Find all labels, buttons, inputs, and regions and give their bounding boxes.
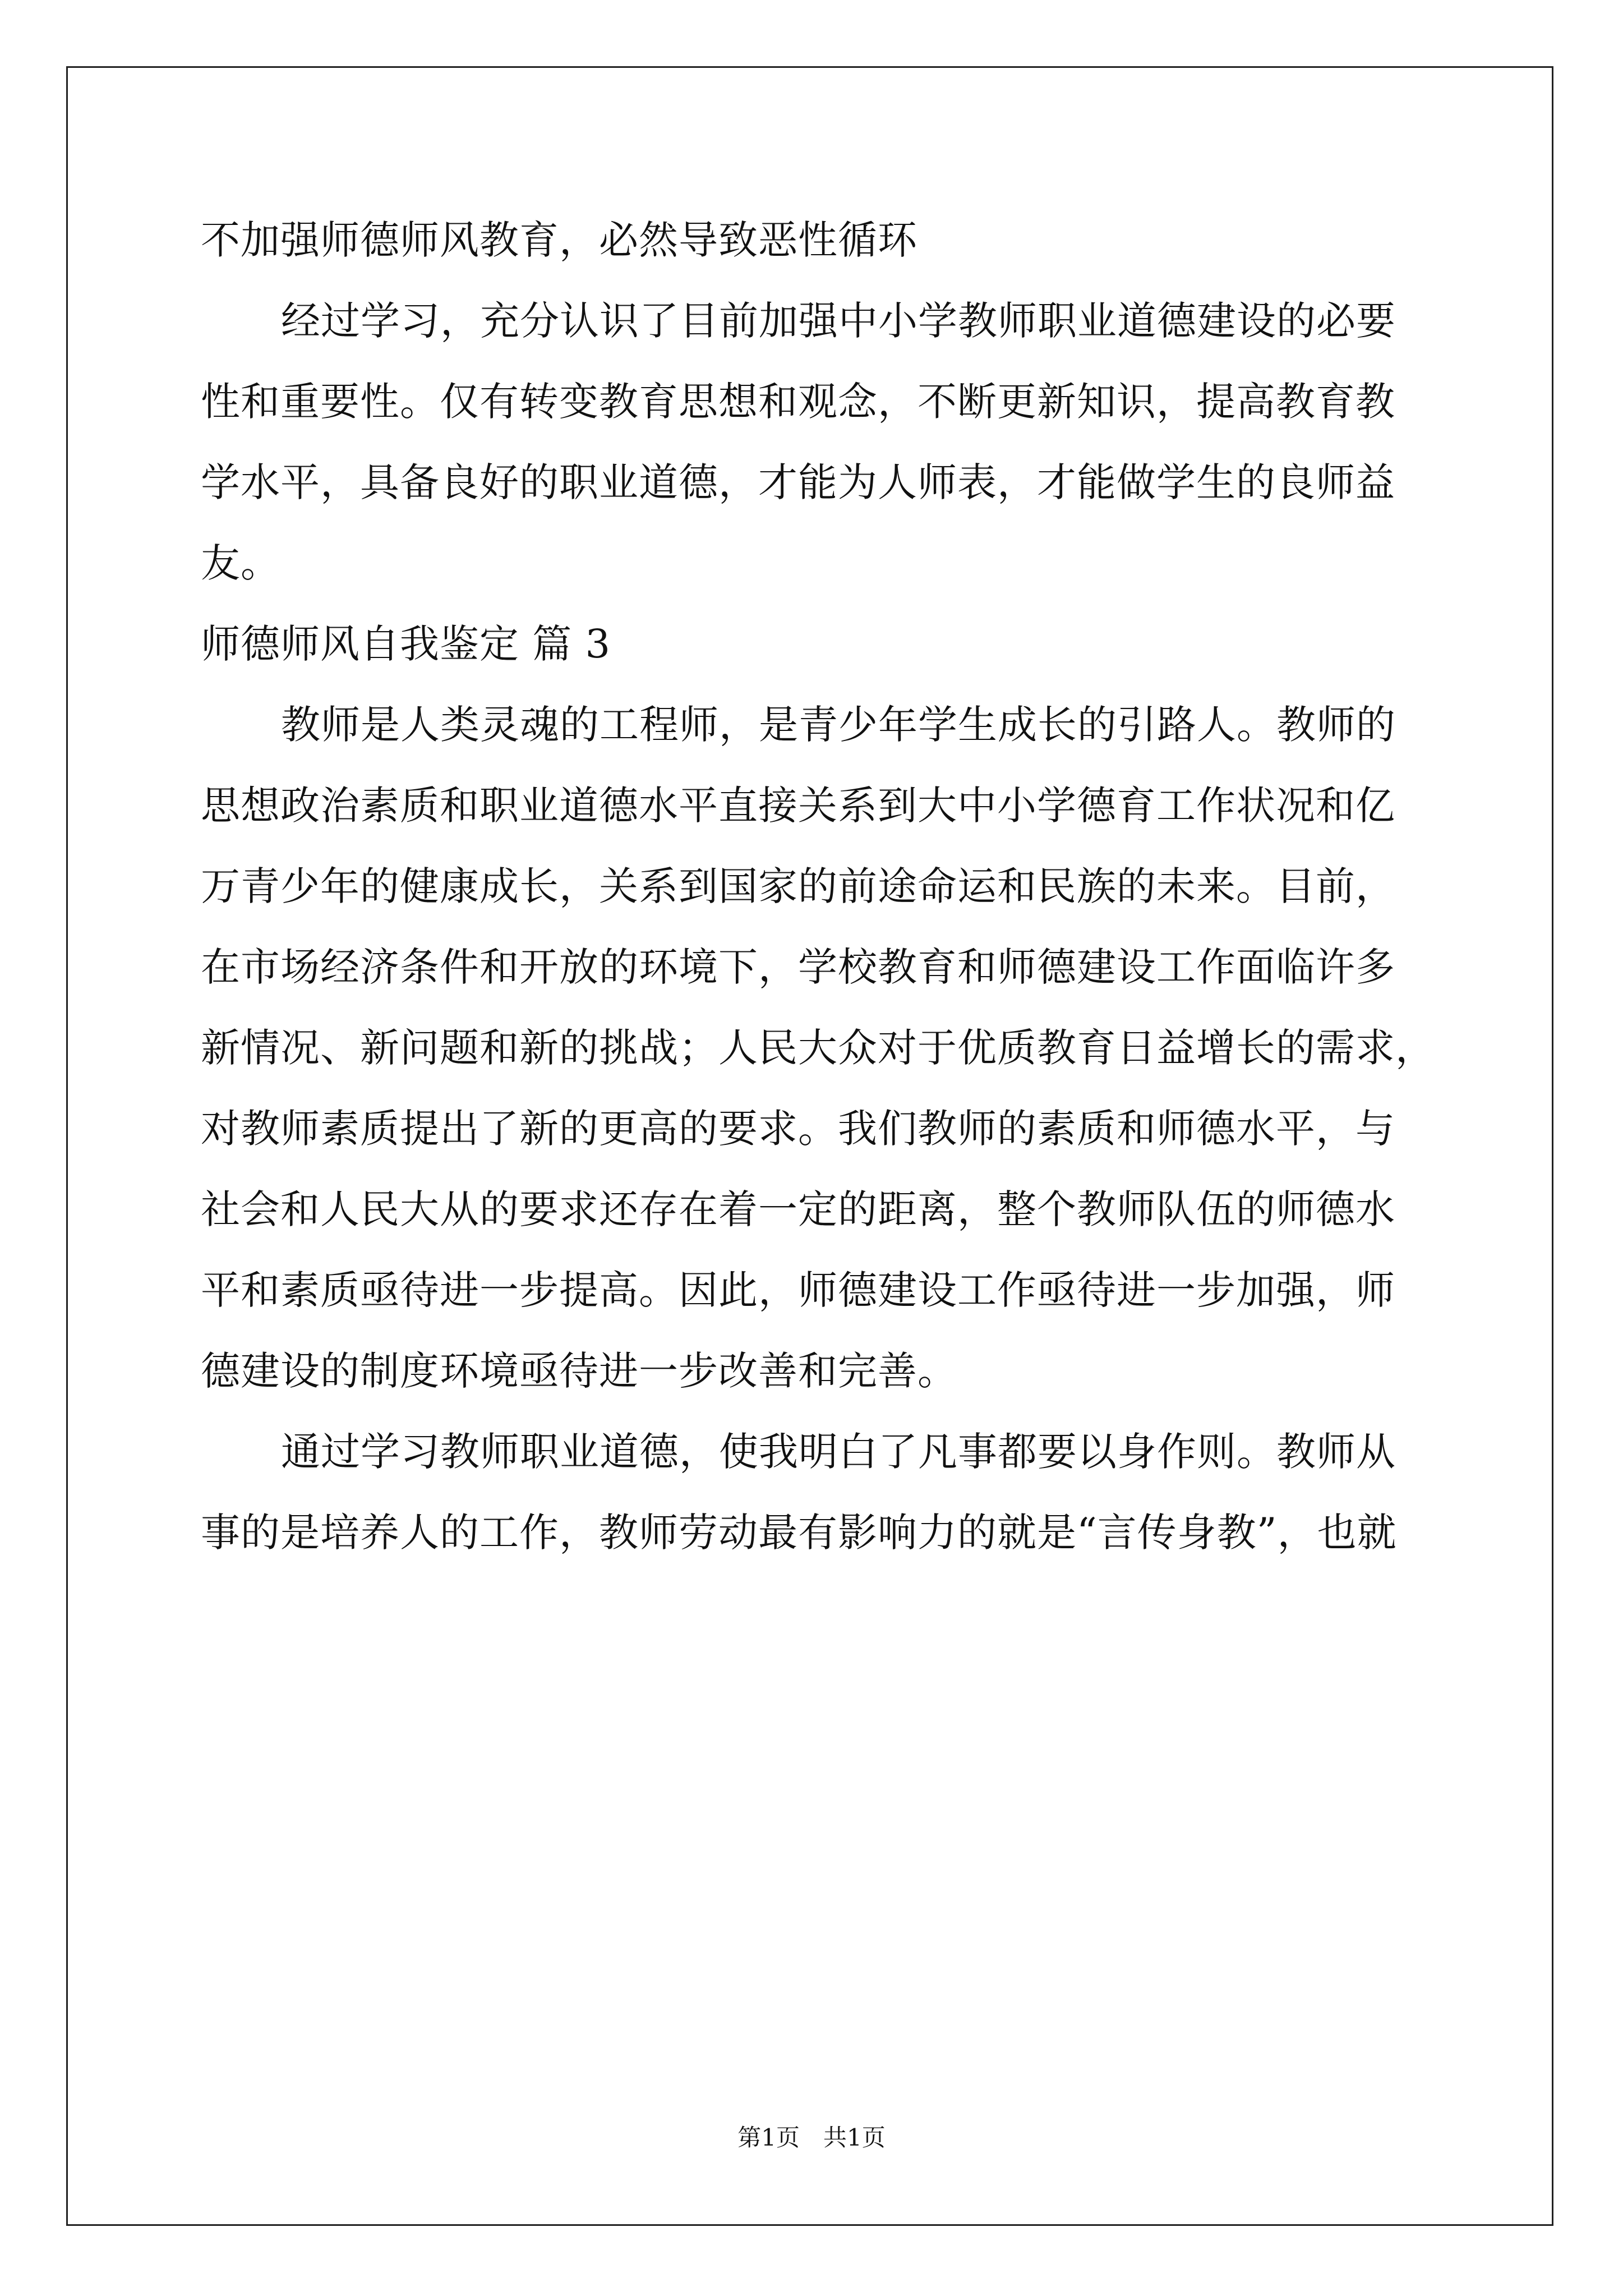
text-line: 事的是培养人的工作，教师劳动最有影响力的就是“言传身教”，也就 (201, 1510, 1397, 1556)
text-line: 学水平，具备良好的职业道德，才能为人师表，才能做学生的良师益 (201, 459, 1395, 505)
section-heading: 师德师风自我鉴定 篇 3 (201, 621, 611, 667)
text-line: 社会和人民大从的要求还存在着一定的距离，整个教师队伍的师德水 (201, 1186, 1395, 1232)
text-line: 新情况、新问题和新的挑战；人民大众对于优质教育日益增长的需求， (201, 1025, 1435, 1071)
text-line: 德建设的制度环境亟待进一步改善和完善。 (201, 1348, 957, 1394)
text-line: 友。 (201, 540, 280, 586)
text-line: 不加强师德师风教育，必然导致恶性循环 (201, 217, 917, 263)
text-line: 万青少年的健康成长，关系到国家的前途命运和民族的未来。目前， (201, 863, 1395, 909)
text-line: 性和重要性。仅有转变教育思想和观念，不断更新知识，提高教育教 (201, 379, 1395, 425)
text-line: 对教师素质提出了新的更高的要求。我们教师的素质和师德水平，与 (201, 1106, 1395, 1152)
text-line: 通过学习教师职业道德，使我明白了凡事都要以身作则。教师从 (281, 1429, 1396, 1475)
text-line: 在市场经济条件和开放的环境下，学校教育和师德建设工作面临许多 (201, 944, 1395, 990)
text-line: 经过学习，充分认识了目前加强中小学教师职业道德建设的必要 (281, 298, 1396, 344)
text-line: 平和素质亟待进一步提高。因此，师德建设工作亟待进一步加强，师 (201, 1267, 1395, 1313)
page-number: 第1页 共1页 (737, 2124, 886, 2151)
text-line: 思想政治素质和职业道德水平直接关系到大中小学德育工作状况和亿 (201, 783, 1395, 829)
text-line: 教师是人类灵魂的工程师，是青少年学生成长的引路人。教师的 (281, 702, 1396, 748)
